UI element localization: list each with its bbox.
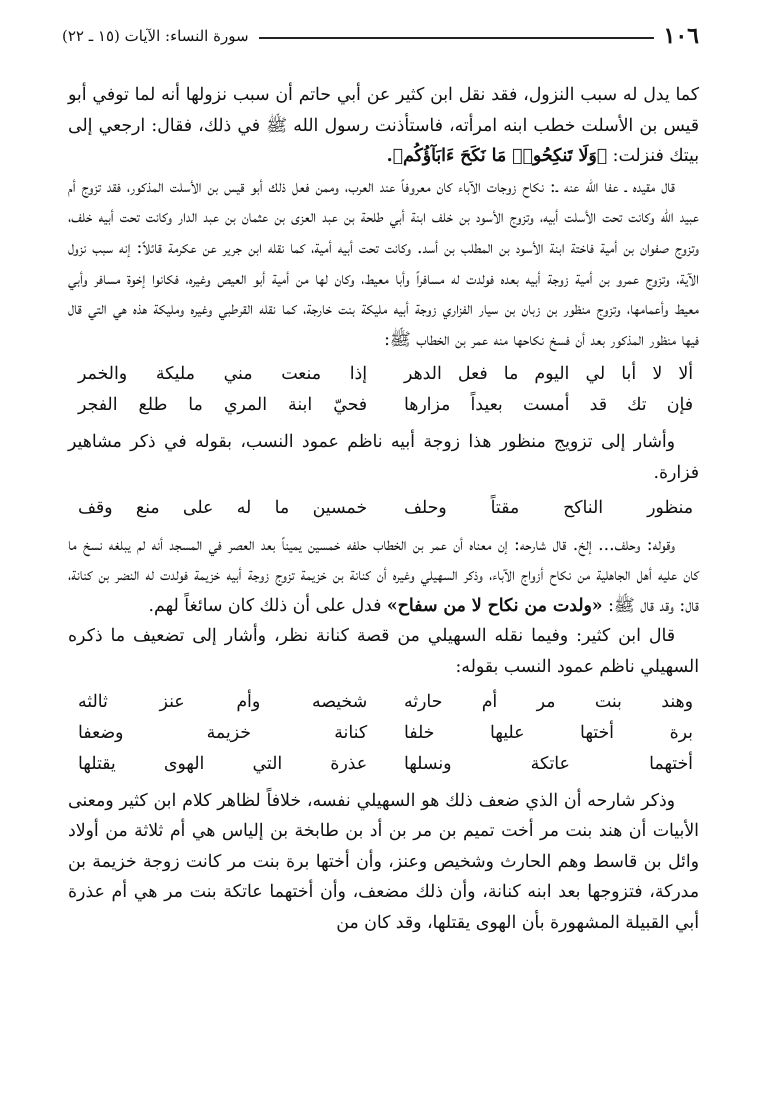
paragraph-1-line-2: أبو قيس بن الأسلت خطب ابنه امرأته، فاستأذنت رسول الله ﷺ في ذلك، فقال: [68,85,700,136]
first-hemistich: منظور الناكح مقتاً وحلف [403,497,693,518]
page-header [62,22,699,50]
paragraph-2: قال مقيده ـ عفا الله عنه ـ: نكاح زوجات الآباء كان معروفاً عند العرب، وممن فعل ذلك أبو قيس بن الأسلت المذكور، فقد تزوج أم عبيد الله وكانت تحت الأسلت أبيه، وتزوج الأسود بن خلف ابنة أبي طلحة بن عبد العزى بن عثمان بن عبد الدار وكانت تحت أبيه خلف، وتزوج صفوان بن أمية فاختة ابنة الأسود بن المطلب بن أسد. وكانت تحت أبيه أمية، كما نقله ابن جرير عن عكرمة قائلاً: إنه سبب نزول الآية، وتزوج عمرو بن أمية زوجة أبيه بعده فولدت له مسافراً وأبا معيط، وكان لها من أمية أبو العيص وغيره، فكانوا إخوة مسافر وأبي معيط وأعمامها، وتزوج منظور بن زبان بن سيار الفزاري زوجة أبيه مليكة بنت خارجة، كما نقله القرطبي وغيره ومليكة هذه هي التي قال فيها منظور المذكور بعد أن فسخ نكاحها منه عمر بن الخطاب ﷺ: [68,176,699,350]
sura-title: سورة النساء: الآيات (١٥ ـ ٢٢) [62,27,249,45]
second-hemistich: إذا منعت مني مليكة والخمر [78,364,368,385]
poem-3 [78,687,693,780]
first-hemistich: برة أختها عليها خلفا [403,722,693,743]
poem-1 [78,359,693,421]
second-hemistich: عذرة التي الهوى يقتلها [78,753,368,774]
first-hemistich: أختهما عاتكة ونسلها [403,753,693,774]
paragraph-1-line-3: ارجعي إلى بيتك فنزلت: [68,115,699,167]
first-hemistich: فإن تك قد أمست بعيداً مزارها [403,395,693,416]
poem-1-verse-2 [78,390,693,421]
paragraph-6: وذكر شارحه أن الذي ضعف ذلك هو السهيلي نفسه، خلافاً لظاهر كلام ابن كثير ومعنى الأبيات أن هند بنت مر أخت تميم بن مر بن أد بن طابخة بن إلياس هي أم ثلاثة من أولاد وائل بن قاسط وهم الحارث وشخيص وعنز، وأن أختها برة بنت مر كانت زوجة خزيمة بن مدركة، فتزوجها بعد ابنه كنانة، وأن ذلك مضعف، وأن أختهما عاتكة بنت مر هي أم عذرة أبي القبيلة المشهورة بأن الهوى يقتلها، وقد كان من [68,790,699,933]
second-hemistich: خمسين ما له على منع وقف [78,497,368,518]
poem-1-verse-1 [78,359,693,390]
quran-verse: ﴿وَلَا تَنكِحُوا۟ مَا نَكَحَ ءَابَآؤُكُم﴾. [386,146,608,167]
header-rule [259,37,654,39]
first-hemistich: ألا لا أبا لي اليوم ما فعل الدهر [403,364,693,385]
poem-2 [78,493,693,524]
first-hemistich: وهند بنت مر أم حارثه [403,691,693,712]
paragraph-1-line-1: كما يدل له سبب النزول، فقد نقل ابن كثير عن أبي حاتم أن سبب نزولها أنه لما توفي [92,85,699,105]
poem-3-verse-1 [78,687,693,718]
second-hemistich: شخيصه وأم عنز ثالثه [78,691,368,712]
paragraph-4-text-a: وقوله: وحلف... إلخ. قال شارحه: إن معناه أن عمر بن الخطاب حلفه خمسين يميناً بعد العصر في المسجد أنه لم يبلغه نسخ ما كان عليه أهل الجاهلية من نكاح أزواج الآباء، وذكر السهيلي وغيره أن كنانة بن خزيمة تزوج زوجة أبيه خزيمة فولدت له النضر بن كنانة، قال: وقد قال ﷺ: [68,534,699,616]
paragraph-4 [68,530,699,622]
page-body [68,80,699,938]
poem-3-verse-2 [78,718,693,749]
paragraph-3: وأشار إلى تزويج منظور هذا زوجة أبيه ناظم عمود النسب، بقوله في ذكر مشاهير فزارة. [68,432,699,483]
page-number: ١٠٦ [663,23,699,49]
second-hemistich: كنانة خزيمة وضعفا [78,722,368,743]
paragraph-5: قال ابن كثير: وفيما نقله السهيلي من قصة كنانة نظر، وأشار إلى تضعيف ما ذكره السهيلي ناظم عمود النسب بقوله: [68,626,699,677]
poem-3-verse-3 [78,749,693,780]
second-hemistich: فحيّ ابنة المري ما طلع الفجر [78,395,368,416]
paragraph-1 [68,80,699,172]
paragraph-4-text-b: فدل على أن ذلك كان سائغاً لهم. [148,595,387,616]
hadith-quote: «ولدت من نكاح لا من سفاح» [386,595,603,616]
poem-2-verse-1 [78,493,693,524]
